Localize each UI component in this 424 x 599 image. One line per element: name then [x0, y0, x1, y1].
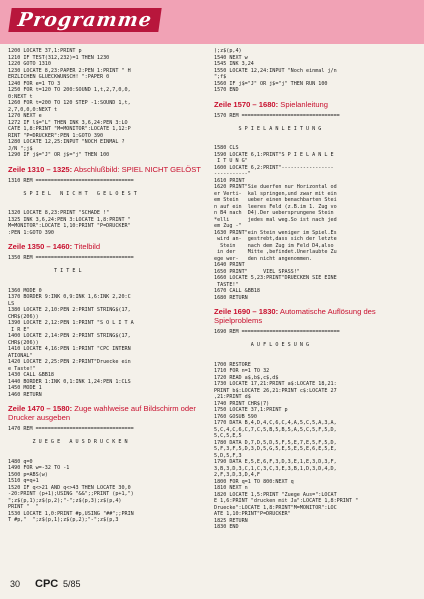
issue-number: 5/85	[63, 579, 81, 589]
page-footer	[0, 571, 424, 599]
code-listing-1690-1830: 1690 REM ================================ A U F L O E S U N G 1700 RESTORE 1710 FOR n=1 TO 32 1720 READ a$,b$,c$,d$ 1730 LOCATE 17,21:PRINT a$:LOCATE 18,21: PRINT b$:LOCATE 26,21:PRINT c$:LOCATE 27 ,21:PRINT d$ 1740 PRINT CHR$(7) 1750 LOCATE 37,1:PRINT p 1760 GOSUB 590 1770 DATA B,4,D,4,C,6,C,4,A,5,C,5,A,3,A, 5,C,4,C,6,C,7,C,5,B,5,B,5,A,5,C,5,F,5,D, 5,C,5,E,5 1780 DATA D,7,D,5,D,5,F,5,E,7,E,5,F,5,D, 5,F,3,F,5,D,3,D,5,G,5,E,5,E,5,E,6,E,5,E, 5,D,5,F,3 1790 DATA E,5,E,6,F,3,D,3,E,1,E,3,D,3,F, 3,B,3,D,3,C,1,C,3,C,3,E,3,B,1,D,3,D,4,D, 2,F,3,D,3,D,4,F 1800 FOR q=1 TO 800:NEXT q 1810 NEXT n 1820 LOCATE 1,5:PRINT "Zuege Aus=":LOCAT E 1,6:PRINT "drucken mit Ja":LOCATE 1,8:PRINT " Druecke":LOCATE 1,8:PRINT"M=MONITOR":LOC ATE 1,10:PRINT"P=DRUCKER" 1825 RETURN 1830 END	[214, 329, 359, 530]
magazine-logo: CPC	[35, 578, 59, 590]
heading-line-range: Zeile 1570 – 1680:	[214, 99, 279, 109]
section-heading-1350	[8, 242, 208, 251]
heading-line-range: Zeile 1690 – 1830:	[214, 307, 279, 316]
heading-line-range: Zeile 1310 – 1325:	[8, 164, 73, 174]
section-heading-1690	[214, 307, 418, 325]
code-listing-1310-1325: 1310 REM ================================ S P I E L N I C H T G E L O E S T 1320 LOCATE 8,23:PRINT "SCHADE !" 1325 INK 3,6,24:PEN 3:LOCATE 1,8:PRINT " M=MONITOR":LOCATE 1,10:PRINT "P=DRUCKER" :PEN 1:GOTO 390	[8, 177, 137, 236]
heading-line-range: Zeile 1470 – 1580:	[8, 404, 73, 413]
heading-description: Titelbild	[72, 242, 101, 251]
heading-line-range: Zeile 1350 – 1460:	[8, 242, 73, 251]
right-column	[214, 48, 418, 531]
heading-description: Automatische Auflösung des Spielproblems	[214, 307, 376, 325]
section-heading-1470	[8, 404, 208, 422]
code-listing-1350-1460: 1350 REM ================================ T I T E L 1360 MODE 0 1370 BORDER 9:INK 0,9:INK 1,6:INK 2,20:C LS 1380 LOCATE 2,10:PEN 2:PRINT STRING$(17, CHR$(206)) 1390 LOCATE 2,12:PEN 1:PRINT "S O L I T A I R E" 1400 LOCATE 2,14:PEN 2:PRINT STRING$(17, CHR$(206)) 1410 LOCATE 4,16:PEN 1:PRINT "CPC INTERN ATIONAL" 1420 LOCATE 2,25:PEN 2:PRINT"Druecke ein e Taste!" 1430 CALL &BB18 1440 BORDER 1:INK 0,1:INK 1,24:PEN 1:CLS 1450 MODE 1 1460 RETURN	[8, 255, 134, 398]
code-listing-1570-1680: 1570 REM ================================ S P I E L A N L E I T U N G 1580 CLS 1590 LOCATE 6,1:PRINT"S P I E L A N L E I T U N G" 1600 LOCATE 6,2:PRINT"----------------- -----------" 1610 PRINT 1620 PRINT"Sie duerfen nur Horizontal od er Verti- kal springen,und zwar mit ein em Stein ueber einen benachbarten Stei n auf ein leeres Feld (z.B.im 1. Zug vo n B4 nach D4).Der uebersprungene Stein *elli jedes mal weg.So ist nach jed em Zug -" 1630 PRINT"ein Stein weniger im Spiel.Es wird an- gestrebt,dass sich der letzte Stein nach dem Zug im Feld D4,also in der Mitte ,befindet.Unerlaubte Zu ege wer- den nicht angenommen. 1640 PRINT 1650 PRINT" VIEL SPASS!" 1660 LOCATE 5,23:PRINT"DRUECKEN SIE EINE TASTE!" 1670 CALL &BB18 1680 RETURN	[214, 112, 340, 301]
page-number: 30	[10, 579, 21, 589]
heading-description: Spielanleitung	[278, 99, 329, 109]
left-column	[8, 48, 208, 524]
section-title: Programme	[8, 8, 161, 32]
code-listing-1200-1290: 1200 LOCATE 37,1:PRINT p 1210 IF TEST(312,232)=1 THEN 1230 1220 GOTO 1310 1230 LOCATE 8,23:PAPER 2:PEN 1:PRINT " H ERZLICHEN GLUECKWUNSCH! ":PAPER 0 1240 FOR e=1 TO 3 1250 FOR t=120 TO 200:SOUND 1,t,2,7,0,0, 0:NEXT t 1260 FOR t=200 TO 120 STEP -1:SOUND 1,t, 2,7,0,0,0:NEXT t 1270 NEXT e 1272 IF l$="L" THEN INK 3,6,24:PEN 3:LO CATE 1,8:PRINT "M=MONITOR":LOCATE 1,12:P RINT "P=DRUCKER":PEN 1:GOTO 390 1280 LOCATE 12,25:INPUT "NOCH EINMAL ? J/N ";j$ 1290 IF j$="J" OR j$="j" THEN 100	[8, 48, 131, 158]
header-banner	[0, 0, 424, 44]
section-heading-1310	[8, 165, 208, 174]
code-listing-1470-1530: 1470 REM ================================ Z U E G E A U S D R U C K E N 1480 q=0 1490 FOR w=-32 TO -1 1500 p=ABS(w) 1510 q=q+1 1520 IF q<>21 AND q<>43 THEN LOCATE 30,0 -20:PRINT (p+1);USING "&&";;PRINT (p+1,") ";z$(p,1);z$(p,2);"-";z$(p,3);z$(p,4) PRINT " " 1530 LOCATE 1,0:PRINT #p,USING "##";;PRIN T #p," ";z$(p,1);z$(p,2);"-";z$(p,3	[8, 426, 134, 523]
section-heading-1570	[214, 100, 418, 109]
heading-description: Abschlußbild: SPIEL NICHT GELÖST	[72, 164, 201, 174]
heading-description: Zuge wahlweise auf Bildschirm oder Drucker ausgeben	[8, 404, 196, 422]
code-listing-1540-1570: );z$(p,4) 1540 NEXT w 1545 INK 3,24 1550 LOCATE 12,24:INPUT "Noch einmal j/n ";f$ 1560 IF j$="J" OR j$="j" THEN RUN 100 1570 END	[214, 48, 337, 93]
